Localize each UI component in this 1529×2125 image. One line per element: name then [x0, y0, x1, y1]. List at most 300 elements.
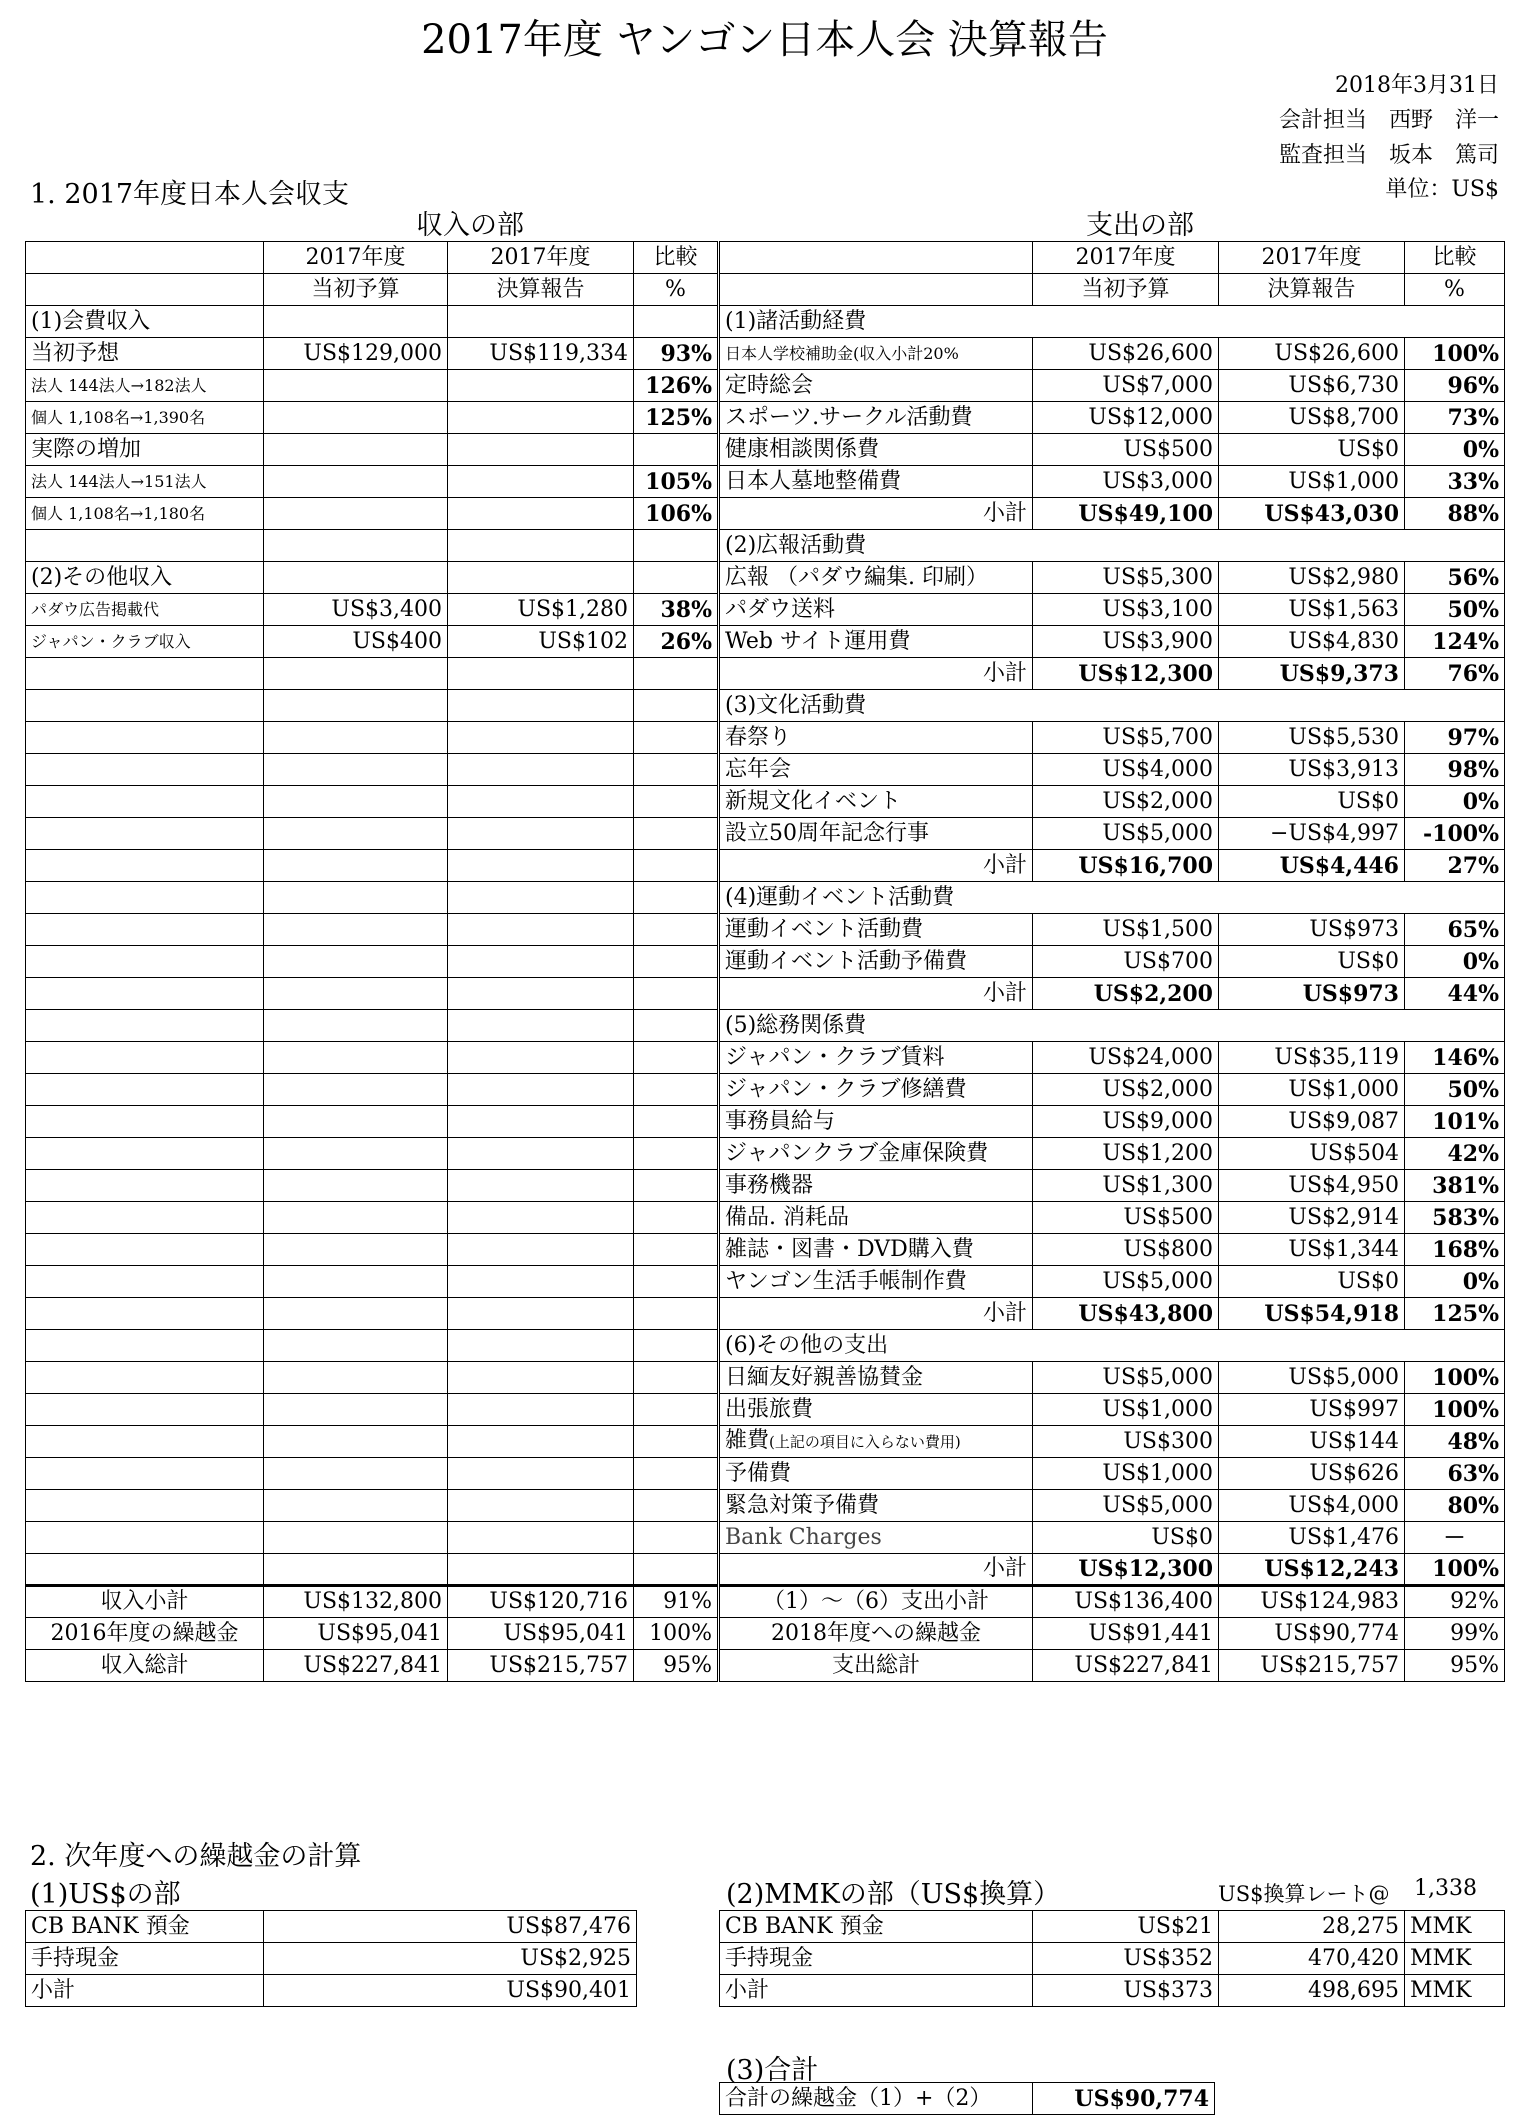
empty-cell	[634, 1266, 718, 1298]
empty-cell	[634, 1298, 718, 1330]
expense-row	[720, 1458, 1505, 1490]
total-section-title: (3)合計	[726, 2055, 819, 2086]
actual-value: US$119,334	[448, 338, 634, 370]
empty-cell	[264, 978, 448, 1010]
actual-value: US$626	[1219, 1458, 1405, 1490]
empty-cell	[26, 754, 264, 786]
empty-cell	[448, 690, 634, 722]
actual-value: US$8,700	[1219, 402, 1405, 434]
income-row	[26, 1298, 718, 1330]
empty-cell	[448, 1394, 634, 1426]
empty-cell	[634, 1106, 718, 1138]
ratio-value: 0%	[1405, 434, 1505, 466]
income-total-row	[26, 1618, 718, 1650]
empty-cell	[634, 530, 718, 562]
income-label: 個人 1,108名→1,180名	[26, 498, 264, 530]
empty-cell	[26, 1394, 264, 1426]
expense-row	[720, 1554, 1505, 1586]
subtotal-ratio: 88%	[1405, 498, 1505, 530]
usd-amount: US$87,476	[264, 1911, 637, 1943]
income-label: 法人 144法人→182法人	[26, 370, 264, 402]
actual-value: US$144	[1219, 1426, 1405, 1458]
budget-value: US$1,300	[1033, 1170, 1219, 1202]
empty-cell	[264, 1554, 448, 1586]
empty-cell	[26, 1138, 264, 1170]
empty-cell	[448, 306, 634, 338]
empty-cell	[264, 786, 448, 818]
ratio-value: 100%	[634, 1618, 718, 1650]
empty-cell	[448, 1554, 634, 1586]
empty-cell	[448, 1298, 634, 1330]
empty-cell	[634, 690, 718, 722]
actual-value: US$0	[1219, 434, 1405, 466]
ratio-value: 99%	[1405, 1618, 1505, 1650]
income-row	[26, 498, 718, 530]
actual-value: US$504	[1219, 1138, 1405, 1170]
income-row	[26, 306, 718, 338]
ratio-value: 33%	[1405, 466, 1505, 498]
empty-cell	[264, 530, 448, 562]
expense-row	[720, 946, 1505, 978]
ratio-value: 48%	[1405, 1426, 1505, 1458]
income-label: 法人 144法人→151法人	[26, 466, 264, 498]
empty-cell	[448, 850, 634, 882]
expense-label: 備品. 消耗品	[720, 1202, 1033, 1234]
ratio-value: 91%	[634, 1586, 718, 1618]
empty-cell	[264, 882, 448, 914]
actual-value: US$215,757	[448, 1650, 634, 1682]
empty-cell	[26, 1266, 264, 1298]
expense-label-text: 雑費	[725, 1428, 770, 1453]
budget-value: US$300	[1033, 1426, 1219, 1458]
expense-row	[720, 1170, 1505, 1202]
ratio-value: 381%	[1405, 1170, 1505, 1202]
empty-cell	[264, 722, 448, 754]
ratio-value: 95%	[1405, 1650, 1505, 1682]
col-header: %	[634, 274, 718, 306]
budget-value	[264, 434, 448, 466]
empty-cell	[26, 1522, 264, 1554]
empty-cell	[264, 1458, 448, 1490]
ratio-value: -100%	[1405, 818, 1505, 850]
income-row	[26, 1234, 718, 1266]
expense-label: ジャパンクラブ金庫保険費	[720, 1138, 1033, 1170]
empty-cell	[26, 1170, 264, 1202]
budget-value: US$3,100	[1033, 594, 1219, 626]
empty-cell	[26, 1490, 264, 1522]
income-row	[26, 466, 718, 498]
empty-cell	[26, 1234, 264, 1266]
income-table	[25, 241, 718, 1682]
empty-cell	[448, 1010, 634, 1042]
subtotal-ratio: 100%	[1405, 1554, 1505, 1586]
empty-cell	[634, 786, 718, 818]
group-label: (2)その他収入	[26, 562, 264, 594]
expense-row	[720, 1426, 1505, 1458]
carryover-total-row	[720, 2083, 1215, 2115]
subtotal-label: 小計	[720, 498, 1033, 530]
actual-value: US$5,000	[1219, 1362, 1405, 1394]
expense-label: 忘年会	[720, 754, 1033, 786]
carryover-total-label: 合計の繰越金（1）+（2）	[720, 2083, 1033, 2115]
actual-value: US$0	[1219, 1266, 1405, 1298]
mmk-row	[720, 1975, 1505, 2007]
income-row	[26, 722, 718, 754]
subtotal-ratio: 27%	[1405, 850, 1505, 882]
empty-cell	[448, 818, 634, 850]
expense-row	[720, 626, 1505, 658]
actual-value: US$997	[1219, 1394, 1405, 1426]
empty-cell	[26, 1458, 264, 1490]
ratio-value: 126%	[634, 370, 718, 402]
empty-cell	[264, 1426, 448, 1458]
budget-value: US$132,800	[264, 1586, 448, 1618]
ratio-value: 583%	[1405, 1202, 1505, 1234]
exchange-rate-value: 1,338	[1414, 1876, 1477, 1901]
income-row	[26, 370, 718, 402]
mmk-amount: 470,420	[1219, 1943, 1405, 1975]
empty-cell	[448, 658, 634, 690]
empty-cell	[634, 882, 718, 914]
mmk-usd-amount: US$352	[1033, 1943, 1219, 1975]
actual-value: US$1,000	[1219, 1074, 1405, 1106]
ratio-value: 50%	[1405, 594, 1505, 626]
budget-value: US$4,000	[1033, 754, 1219, 786]
usd-label: 手持現金	[26, 1943, 264, 1975]
expense-group-row	[720, 530, 1505, 562]
income-row	[26, 850, 718, 882]
total-label: 2016年度の繰越金	[26, 1618, 264, 1650]
actual-value	[448, 434, 634, 466]
empty-cell	[26, 242, 264, 274]
empty-cell	[264, 658, 448, 690]
empty-cell	[448, 1170, 634, 1202]
empty-cell	[26, 850, 264, 882]
actual-value: US$5,530	[1219, 722, 1405, 754]
subtotal-label: 小計	[720, 658, 1033, 690]
income-total-row	[26, 1586, 718, 1618]
expense-row	[720, 1106, 1505, 1138]
budget-value	[264, 498, 448, 530]
empty-cell	[634, 658, 718, 690]
empty-cell	[26, 818, 264, 850]
empty-cell	[448, 1138, 634, 1170]
empty-cell	[26, 658, 264, 690]
usd-label: 小計	[26, 1975, 264, 2007]
actual-value: US$90,774	[1219, 1618, 1405, 1650]
expense-total-row	[720, 1618, 1505, 1650]
empty-cell	[634, 1202, 718, 1234]
mmk-usd-amount: US$21	[1033, 1911, 1219, 1943]
income-row	[26, 274, 718, 306]
expense-label: 日緬友好親善協賛金	[720, 1362, 1033, 1394]
empty-cell	[634, 914, 718, 946]
actual-value: US$9,087	[1219, 1106, 1405, 1138]
ratio-value: 168%	[1405, 1234, 1505, 1266]
empty-cell	[448, 562, 634, 594]
expense-label-note: (上記の項目に入らない費用)	[769, 1433, 961, 1451]
empty-cell	[26, 1330, 264, 1362]
empty-cell	[634, 1010, 718, 1042]
expense-row	[720, 1362, 1505, 1394]
empty-cell	[448, 914, 634, 946]
empty-cell	[264, 1010, 448, 1042]
empty-cell	[26, 530, 264, 562]
income-row	[26, 1426, 718, 1458]
empty-cell	[264, 1362, 448, 1394]
empty-cell	[264, 1490, 448, 1522]
empty-cell	[448, 754, 634, 786]
budget-value: US$1,000	[1033, 1458, 1219, 1490]
expense-row	[720, 786, 1505, 818]
budget-value: US$700	[1033, 946, 1219, 978]
income-label: 当初予想	[26, 338, 264, 370]
ratio-value: 100%	[1405, 1362, 1505, 1394]
empty-cell	[264, 946, 448, 978]
empty-cell	[634, 1138, 718, 1170]
subtotal-budget: US$2,200	[1033, 978, 1219, 1010]
empty-cell	[264, 1074, 448, 1106]
empty-cell	[26, 1554, 264, 1586]
income-total-row	[26, 1650, 718, 1682]
empty-cell	[264, 754, 448, 786]
expense-row	[720, 978, 1505, 1010]
expense-row	[720, 850, 1505, 882]
income-row	[26, 882, 718, 914]
mmk-label: CB BANK 預金	[720, 1911, 1033, 1943]
empty-cell	[264, 1042, 448, 1074]
expense-label: 健康相談関係費	[720, 434, 1033, 466]
budget-value: US$3,400	[264, 594, 448, 626]
expense-group-row	[720, 1330, 1505, 1362]
mmk-unit: MMK	[1405, 1975, 1505, 2007]
empty-cell	[26, 1042, 264, 1074]
income-row	[26, 1042, 718, 1074]
empty-cell	[448, 722, 634, 754]
empty-cell	[26, 1010, 264, 1042]
expense-label: 定時総会	[720, 370, 1033, 402]
expense-row	[720, 754, 1505, 786]
income-row	[26, 1330, 718, 1362]
income-row	[26, 690, 718, 722]
empty-cell	[26, 914, 264, 946]
ratio-value: 50%	[1405, 1074, 1505, 1106]
empty-cell	[448, 530, 634, 562]
actual-value: US$2,980	[1219, 562, 1405, 594]
budget-value: US$129,000	[264, 338, 448, 370]
actual-value: US$26,600	[1219, 338, 1405, 370]
expense-row	[720, 1522, 1505, 1554]
budget-value: US$3,900	[1033, 626, 1219, 658]
empty-cell	[448, 1490, 634, 1522]
actual-value: US$1,476	[1219, 1522, 1405, 1554]
empty-cell	[634, 1426, 718, 1458]
expense-row	[720, 466, 1505, 498]
empty-cell	[264, 1202, 448, 1234]
budget-value: US$24,000	[1033, 1042, 1219, 1074]
actual-value: US$0	[1219, 786, 1405, 818]
budget-value: US$5,300	[1033, 562, 1219, 594]
ratio-value: 95%	[634, 1650, 718, 1682]
usd-table	[25, 1910, 637, 2007]
col-header: 当初予算	[264, 274, 448, 306]
expense-row	[720, 594, 1505, 626]
ratio-value: 97%	[1405, 722, 1505, 754]
actual-value: US$2,914	[1219, 1202, 1405, 1234]
budget-value: US$0	[1033, 1522, 1219, 1554]
empty-cell	[26, 690, 264, 722]
ratio-value: 0%	[1405, 786, 1505, 818]
group-label: (3)文化活動費	[720, 690, 1505, 722]
actual-value: US$35,119	[1219, 1042, 1405, 1074]
empty-cell	[634, 978, 718, 1010]
expense-row	[720, 338, 1505, 370]
mmk-label: 小計	[720, 1975, 1033, 2007]
ratio-value: 92%	[1405, 1586, 1505, 1618]
ratio-value: 93%	[634, 338, 718, 370]
budget-value: US$136,400	[1033, 1586, 1219, 1618]
ratio-value: 98%	[1405, 754, 1505, 786]
actual-value: US$102	[448, 626, 634, 658]
auditor-name: 監査担当 坂本 篤司	[1278, 143, 1499, 168]
expense-row	[720, 1138, 1505, 1170]
ratio-value: 0%	[1405, 1266, 1505, 1298]
report-date: 2018年3月31日	[1335, 73, 1499, 98]
actual-value: US$215,757	[1219, 1650, 1405, 1682]
empty-cell	[634, 946, 718, 978]
expense-row	[720, 274, 1505, 306]
income-row	[26, 1458, 718, 1490]
budget-value: US$26,600	[1033, 338, 1219, 370]
expense-label: 日本人墓地整備費	[720, 466, 1033, 498]
actual-value: US$1,344	[1219, 1234, 1405, 1266]
actual-value: US$4,000	[1219, 1490, 1405, 1522]
currency-unit: 単位：US$	[1385, 177, 1499, 202]
empty-cell	[26, 1426, 264, 1458]
empty-cell	[264, 562, 448, 594]
budget-value: US$9,000	[1033, 1106, 1219, 1138]
subtotal-actual: US$973	[1219, 978, 1405, 1010]
actual-value	[448, 402, 634, 434]
expense-header: 支出の部	[1086, 210, 1194, 241]
expense-label: パダウ送料	[720, 594, 1033, 626]
expense-label: 緊急対策予備費	[720, 1490, 1033, 1522]
subtotal-budget: US$43,800	[1033, 1298, 1219, 1330]
empty-cell	[26, 1106, 264, 1138]
budget-value: US$5,000	[1033, 1266, 1219, 1298]
income-row	[26, 978, 718, 1010]
ratio-value: 38%	[634, 594, 718, 626]
empty-cell	[634, 1490, 718, 1522]
empty-cell	[634, 1554, 718, 1586]
expense-label: Bank Charges	[720, 1522, 1033, 1554]
income-row	[26, 338, 718, 370]
ratio-value: 101%	[1405, 1106, 1505, 1138]
actual-value: US$4,950	[1219, 1170, 1405, 1202]
income-row	[26, 594, 718, 626]
empty-cell	[26, 1074, 264, 1106]
group-label: (6)その他の支出	[720, 1330, 1505, 1362]
empty-cell	[448, 1234, 634, 1266]
subtotal-ratio: 44%	[1405, 978, 1505, 1010]
ratio-value: 73%	[1405, 402, 1505, 434]
empty-cell	[634, 1234, 718, 1266]
ratio-value: 100%	[1405, 1394, 1505, 1426]
mmk-amount: 498,695	[1219, 1975, 1405, 2007]
empty-cell	[634, 1074, 718, 1106]
mmk-unit: MMK	[1405, 1911, 1505, 1943]
budget-value: US$2,000	[1033, 1074, 1219, 1106]
actual-value: −US$4,997	[1219, 818, 1405, 850]
total-label: 収入総計	[26, 1650, 264, 1682]
actual-value	[448, 498, 634, 530]
ratio-value: 80%	[1405, 1490, 1505, 1522]
section2-title: 2. 次年度への繰越金の計算	[30, 1841, 362, 1872]
empty-cell	[264, 1170, 448, 1202]
budget-value: US$500	[1033, 1202, 1219, 1234]
income-row	[26, 658, 718, 690]
income-row	[26, 562, 718, 594]
income-row	[26, 1138, 718, 1170]
expense-total-row	[720, 1650, 1505, 1682]
empty-cell	[26, 978, 264, 1010]
col-header: 2017年度	[1033, 242, 1219, 274]
expense-row	[720, 370, 1505, 402]
col-header: 2017年度	[264, 242, 448, 274]
income-row	[26, 786, 718, 818]
income-row	[26, 818, 718, 850]
empty-cell	[448, 1458, 634, 1490]
income-row	[26, 1202, 718, 1234]
ratio-value: 42%	[1405, 1138, 1505, 1170]
total-label: （1）～（6）支出小計	[720, 1586, 1033, 1618]
empty-cell	[448, 1202, 634, 1234]
budget-value	[264, 466, 448, 498]
income-row	[26, 530, 718, 562]
empty-cell	[634, 818, 718, 850]
mmk-row	[720, 1911, 1505, 1943]
expense-label	[720, 1426, 1033, 1458]
income-row	[26, 626, 718, 658]
empty-cell	[448, 1266, 634, 1298]
actual-value: US$1,563	[1219, 594, 1405, 626]
expense-row	[720, 818, 1505, 850]
expense-label: 運動イベント活動費	[720, 914, 1033, 946]
actual-value: US$973	[1219, 914, 1405, 946]
income-label: パダウ広告掲載代	[26, 594, 264, 626]
ratio-value: 124%	[1405, 626, 1505, 658]
accountant-name: 会計担当 西野 洋一	[1278, 108, 1499, 133]
empty-cell	[264, 1298, 448, 1330]
expense-row	[720, 722, 1505, 754]
income-row	[26, 754, 718, 786]
actual-value: US$1,280	[448, 594, 634, 626]
expense-label: 運動イベント活動予備費	[720, 946, 1033, 978]
ratio-value: 106%	[634, 498, 718, 530]
expense-label: 日本人学校補助金(収入小計20%	[720, 338, 1033, 370]
empty-cell	[264, 818, 448, 850]
carryover-total-amount: US$90,774	[1033, 2083, 1215, 2115]
empty-cell	[634, 562, 718, 594]
empty-cell	[720, 242, 1033, 274]
empty-cell	[448, 1330, 634, 1362]
subtotal-actual: US$54,918	[1219, 1298, 1405, 1330]
empty-cell	[264, 850, 448, 882]
budget-value: US$500	[1033, 434, 1219, 466]
income-row	[26, 1074, 718, 1106]
expense-label: 新規文化イベント	[720, 786, 1033, 818]
empty-cell	[634, 1042, 718, 1074]
